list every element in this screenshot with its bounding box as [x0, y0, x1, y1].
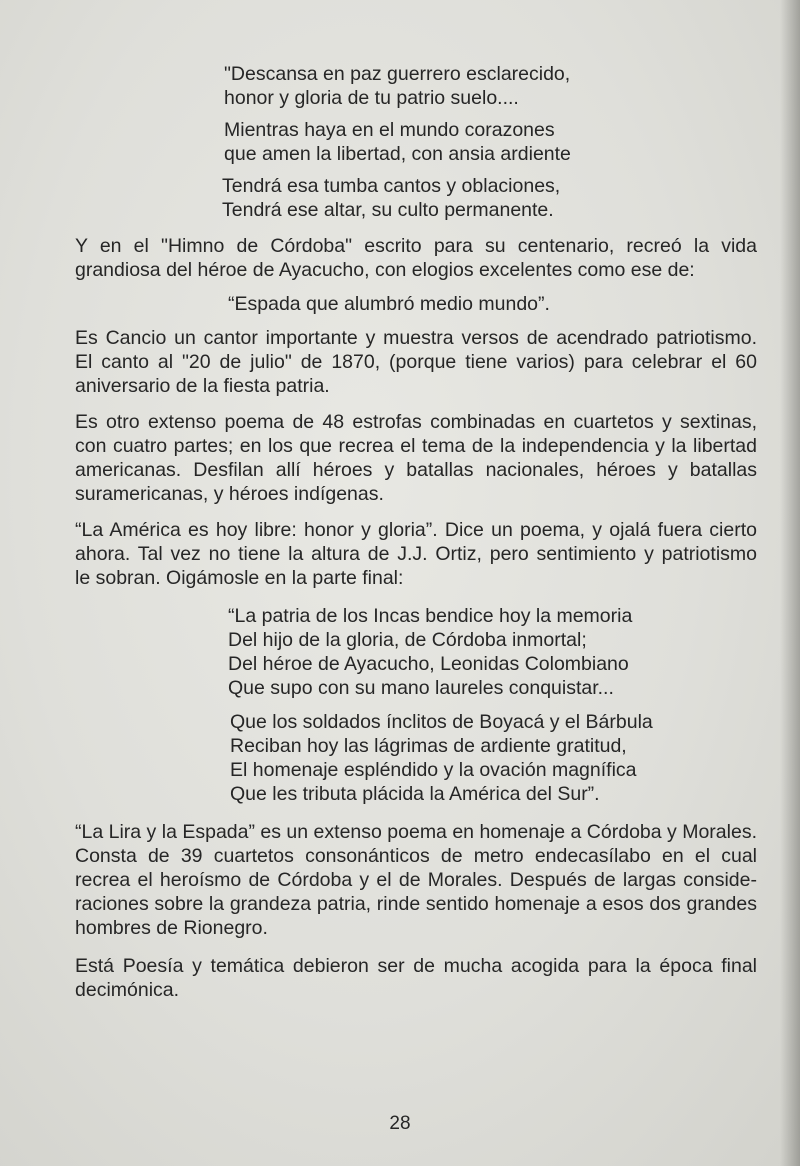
- verse-line: "Descansa en paz guerrero esclarecido,: [224, 63, 571, 85]
- verse-line: Del hijo de la gloria, de Córdoba inmortal;: [228, 629, 587, 651]
- paragraph-line: “La América es hoy libre: honor y gloria”. Dice un poema, y ojalá fuera cierto: [75, 519, 757, 541]
- verse-line: Reciban hoy las lágrimas de ardiente gratitud,: [230, 735, 627, 757]
- paragraph-line: Y en el "Himno de Córdoba" escrito para su centenario, recreó la vida: [75, 235, 757, 257]
- verse-block-2: [228, 604, 632, 700]
- paragraph-line: hombres de Rionegro.: [75, 917, 268, 939]
- verse-block-1: [224, 62, 570, 110]
- paragraph-line: suramericanas, y héroes indígenas.: [75, 483, 384, 505]
- verse-line: Del héroe de Ayacucho, Leonidas Colombiano: [228, 653, 629, 675]
- paragraph: [75, 410, 757, 506]
- page-edge-shadow: [780, 0, 800, 1166]
- verse-line: El homenaje espléndido y la ovación magnífica: [230, 759, 637, 781]
- paragraph-line: le sobran. Oigámosle en la parte final:: [75, 567, 404, 589]
- paragraph-line: Consta de 39 cuartetos consonánticos de metro endecasílabo en el cual: [75, 845, 757, 867]
- paragraph-line: recrea el heroísmo de Córdoba y el de Morales. Después de largas conside-: [75, 869, 757, 891]
- verse-line: Tendrá esa tumba cantos y oblaciones,: [222, 175, 561, 197]
- paragraph-line: Es Cancio un cantor importante y muestra versos de acendrado patriotismo.: [75, 327, 757, 349]
- paragraph-line: El canto al "20 de julio" de 1870, (porque tiene varios) para celebrar el 60: [75, 351, 757, 373]
- verse-line: Mientras haya en el mundo corazones: [224, 119, 555, 141]
- verse-line: “La patria de los Incas bendice hoy la memoria: [228, 605, 633, 627]
- verse-block-1: [222, 174, 560, 222]
- paragraph: [75, 234, 757, 282]
- paragraph-line: decimónica.: [75, 979, 180, 1001]
- verse-line: Tendrá ese altar, su culto permanente.: [222, 199, 554, 221]
- paragraph-line: Está Poesía y temática debieron ser de mucha acogida para la época final: [75, 955, 757, 977]
- paragraph-line: aniversario de la fiesta patria.: [75, 375, 330, 397]
- verse-line: honor y gloria de tu patrio suelo....: [224, 87, 519, 109]
- paragraph: [75, 820, 757, 940]
- paragraph: [75, 326, 757, 398]
- paragraph: [75, 954, 757, 1002]
- verse-line: Que supo con su mano laureles conquistar...: [228, 677, 614, 699]
- verse-line: Que les tributa plácida la América del Sur”.: [230, 783, 600, 805]
- paragraph-line: raciones sobre la grandeza patria, rinde sentido homenaje a esos dos grandes: [75, 893, 757, 915]
- paragraph-line: Es otro extenso poema de 48 estrofas combinadas en cuartetos y sextinas,: [75, 411, 757, 433]
- verse-block-1: [224, 118, 571, 166]
- paragraph-line: con cuatro partes; en los que recrea el tema de la independencia y la libertad: [75, 435, 757, 457]
- quote-line: “Espada que alumbró medio mundo”.: [228, 293, 550, 315]
- verse-line: Que los soldados ínclitos de Boyacá y el Bárbula: [230, 711, 653, 733]
- paragraph-line: americanas. Desfilan allí héroes y batallas nacionales, héroes y batallas: [75, 459, 757, 481]
- verse-line: que amen la libertad, con ansia ardiente: [224, 143, 571, 165]
- verse-block-2: [230, 710, 653, 806]
- paragraph-line: ahora. Tal vez no tiene la altura de J.J. Ortiz, pero sentimiento y patriotismo: [75, 543, 757, 565]
- paragraph-line: “La Lira y la Espada” es un extenso poema en homenaje a Córdoba y Morales.: [75, 821, 757, 843]
- paragraph: [75, 518, 757, 590]
- paragraph-line: grandiosa del héroe de Ayacucho, con elogios excelentes como ese de:: [75, 259, 695, 281]
- page-number: 28: [389, 1113, 411, 1134]
